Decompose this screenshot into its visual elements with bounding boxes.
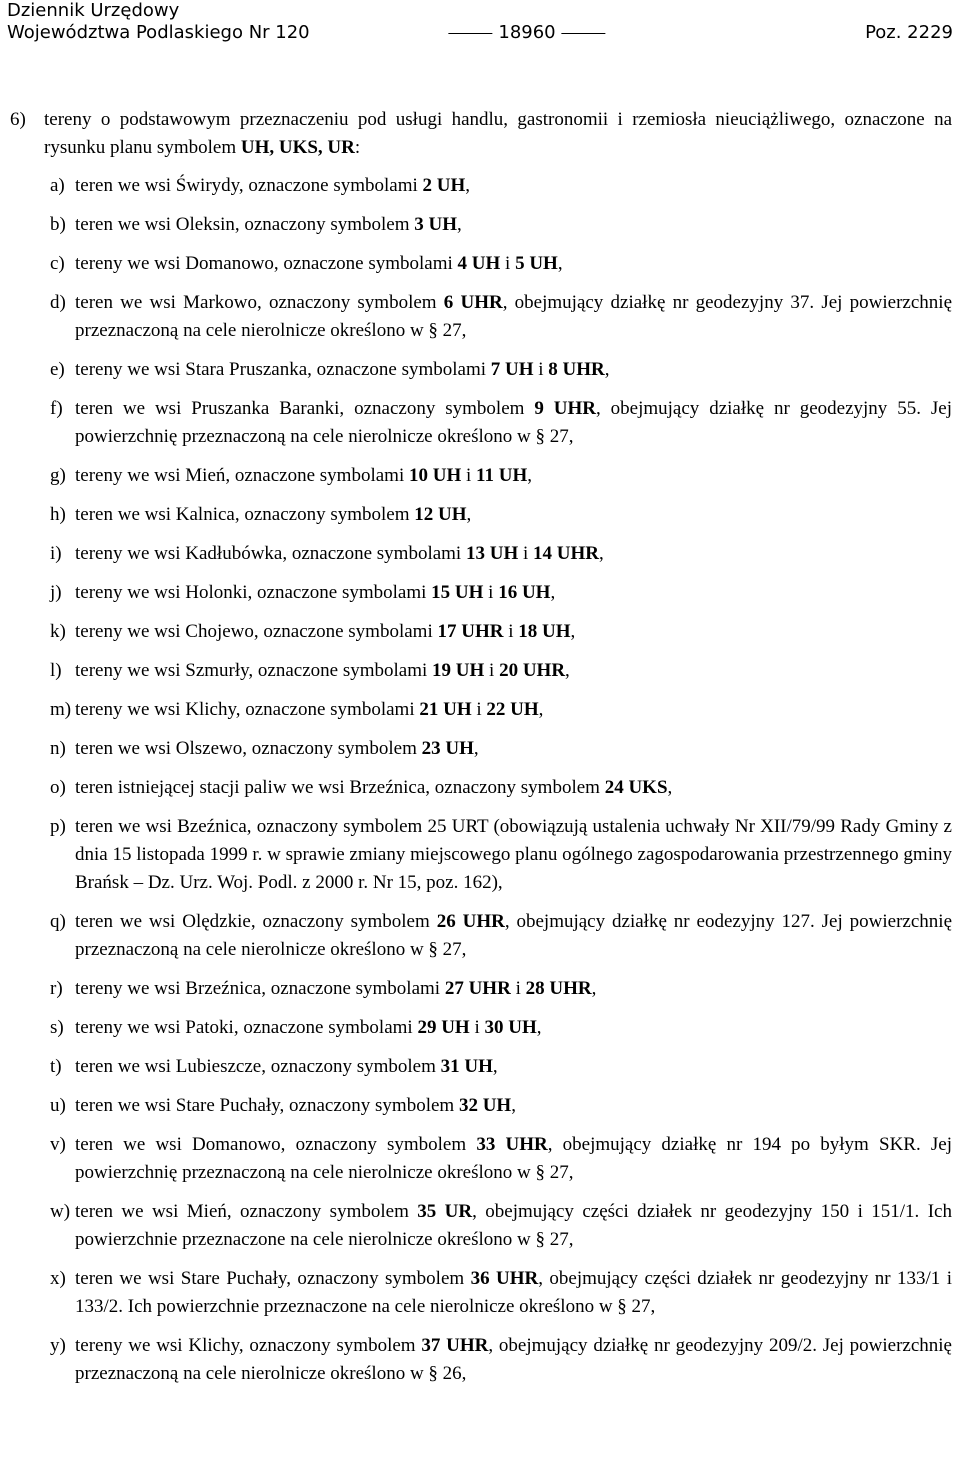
list-item	[0, 356, 960, 384]
symbol-text: 29 UH	[417, 1017, 470, 1038]
item-text: teren we wsi Pruszanka Baranki, oznaczony symbolem	[75, 398, 535, 419]
symbol-text: 6 UHR	[443, 292, 503, 313]
list-item	[0, 618, 960, 646]
item-text: , obejmujący części działek nr geodezyjny nr 133/1 i 133/2. Ich powierzchnie przeznaczone na cele nierolnicze określono w § 27,	[75, 1268, 952, 1317]
symbol-text: 7 UH	[490, 359, 534, 380]
symbol-text: 30 UH	[484, 1017, 537, 1038]
list-item	[0, 172, 960, 200]
item-text: ,	[550, 582, 556, 603]
section-intro	[0, 106, 960, 162]
symbol-text: 22 UH	[486, 699, 539, 720]
list-item-label: e)	[50, 359, 65, 380]
item-text: i	[469, 1017, 485, 1038]
section-label: 6)	[10, 109, 26, 130]
item-text: ,	[565, 660, 570, 681]
symbol-text: 18 UH	[518, 621, 571, 642]
item-text: ,	[591, 978, 597, 999]
item-text: tereny we wsi Domanowo, oznaczone symbolami	[75, 253, 458, 274]
dash-left	[448, 33, 492, 34]
symbol-text: 8 UHR	[548, 359, 605, 380]
symbol-text: 4 UH	[457, 253, 501, 274]
item-text: i	[533, 359, 549, 380]
list-item	[0, 1131, 960, 1187]
item-text: i	[503, 621, 519, 642]
item-text: teren we wsi Lubieszcze, oznaczony symbolem	[75, 1056, 441, 1077]
page-number-text: 18960	[498, 22, 556, 43]
list-item	[0, 696, 960, 724]
item-text: ,	[570, 621, 576, 642]
symbol-text: 27 UHR	[444, 978, 511, 999]
item-text: ,	[473, 738, 479, 759]
list-item-label: w)	[50, 1201, 71, 1222]
list-item-label: g)	[50, 465, 66, 486]
item-text: i	[471, 699, 487, 720]
list-item	[0, 1198, 960, 1254]
item-text: teren we wsi Bzeźnica, oznaczony symbolem 25 URT (obowiązują ustalenia uchwały Nr XII/79/99 Rady Gminy z dnia 15 listopada 1999 r. w sprawie zmiany miejscowego planu ogólnego zagospodarowania przestrzennego gminy Brańsk – Dz. Urz. Woj. Podl. z 2000 r. Nr 15, poz. 162),	[75, 816, 952, 893]
item-list	[0, 172, 960, 1388]
item-text: teren we wsi Mień, oznaczony symbolem	[75, 1201, 418, 1222]
list-item-label: p)	[50, 816, 66, 837]
item-text: tereny we wsi Holonki, oznaczone symbolami	[75, 582, 432, 603]
item-text: , obejmujący działkę nr eodezyjny 127. Jej powierzchnię przeznaczoną na cele nierolnicze określono w § 27,	[75, 911, 953, 960]
symbol-text: 14 UHR	[533, 543, 599, 564]
item-text: ,	[492, 1056, 498, 1077]
item-text: , obejmujący części działek nr geodezyjny 150 i 151/1. Ich powierzchnie przeznaczone na cele nierolnicze określono w § 27,	[75, 1201, 952, 1250]
list-item	[0, 1092, 960, 1120]
dash-right	[562, 33, 606, 34]
item-text: teren we wsi Olędzkie, oznaczony symbolem	[75, 911, 437, 932]
list-item	[0, 289, 960, 345]
symbol-text: 35 UR	[417, 1201, 473, 1222]
list-item-label: u)	[50, 1095, 66, 1116]
symbol-text: 17 UHR	[437, 621, 504, 642]
list-item-label: c)	[50, 253, 65, 274]
item-text: i	[518, 543, 533, 564]
journal-title: Dziennik Urzędowy	[7, 0, 180, 21]
list-item	[0, 813, 960, 897]
list-item	[0, 1014, 960, 1042]
list-item	[0, 1265, 960, 1321]
item-text: tereny we wsi Mień, oznaczone symbolami	[75, 465, 409, 486]
item-text: , obejmujący działkę nr geodezyjny 37. Jej powierzchnię przeznaczoną na cele nierolnicze określono w § 27,	[75, 292, 952, 341]
symbol-text: 19 UH	[432, 660, 485, 681]
symbol-text: 11 UH	[476, 465, 528, 486]
item-text: teren we wsi Oleksin, oznaczony symbolem	[75, 214, 415, 235]
list-item-label: f)	[50, 398, 63, 419]
intro-text: tereny o podstawowym przeznaczeniu pod usługi handlu, gastronomii i rzemiosła nieuciążliwego, oznaczone na rysunku planu symbolem	[44, 109, 952, 158]
symbol-text: 28 UHR	[525, 978, 592, 999]
item-text: ,	[538, 699, 544, 720]
list-item-label: y)	[50, 1335, 66, 1356]
item-text: teren we wsi Markowo, oznaczony symbolem	[75, 292, 444, 313]
symbol-text: 12 UH	[414, 504, 467, 525]
symbol-text: 24 UKS	[604, 777, 668, 798]
journal-subtitle: Województwa Podlaskiego Nr 120	[7, 22, 310, 43]
symbol-text: 32 UH	[458, 1095, 512, 1116]
list-item	[0, 657, 960, 685]
item-text: teren we wsi Kalnica, oznaczony symbolem	[75, 504, 415, 525]
item-text: tereny we wsi Brzeźnica, oznaczone symbolami	[75, 978, 445, 999]
item-text: i	[484, 660, 500, 681]
item-text: i	[461, 465, 477, 486]
symbol-text: 21 UH	[419, 699, 472, 720]
item-text: , obejmujący działkę nr 194 po byłym SKR. Jej powierzchnię przeznaczoną na cele nierolnicze określono w § 27,	[75, 1134, 952, 1183]
item-text: tereny we wsi Stara Pruszanka, oznaczone symbolami	[75, 359, 491, 380]
symbol-text: 13 UH	[465, 543, 519, 564]
symbol-text: 15 UH	[431, 582, 484, 603]
document-body	[0, 106, 960, 1399]
item-text: tereny we wsi Klichy, oznaczone symbolami	[75, 699, 420, 720]
list-item	[0, 250, 960, 278]
item-text: i	[510, 978, 526, 999]
list-item	[0, 211, 960, 239]
list-item-label: v)	[50, 1134, 66, 1155]
symbol-text: 16 UH	[498, 582, 551, 603]
list-item	[0, 908, 960, 964]
list-item	[0, 540, 960, 568]
item-text: teren istniejącej stacji paliw we wsi Brzeźnica, oznaczony symbolem	[75, 777, 605, 798]
item-text: tereny we wsi Chojewo, oznaczone symbolami	[75, 621, 438, 642]
item-text: ,	[536, 1017, 542, 1038]
list-item	[0, 462, 960, 490]
item-text: teren we wsi Stare Puchały, oznaczony symbolem	[75, 1268, 471, 1289]
symbol-text: 9 UHR	[534, 398, 596, 419]
item-text: teren we wsi Świrydy, oznaczone symbolami	[75, 175, 423, 196]
item-text: ,	[457, 214, 462, 235]
item-text: tereny we wsi Szmurły, oznaczone symbolami	[75, 660, 433, 681]
symbol-text: 10 UH	[408, 465, 462, 486]
list-item	[0, 975, 960, 1003]
list-item-label: i)	[50, 543, 62, 564]
position-number: Poz. 2229	[865, 22, 953, 43]
list-item-label: l)	[50, 660, 62, 681]
list-item-label: m)	[50, 699, 72, 720]
item-text: teren we wsi Stare Puchały, oznaczony symbolem	[75, 1095, 459, 1116]
item-text: ,	[604, 359, 610, 380]
list-item	[0, 774, 960, 802]
list-item	[0, 395, 960, 451]
item-text: i	[500, 253, 516, 274]
list-item	[0, 579, 960, 607]
item-text: teren we wsi Olszewo, oznaczony symbolem	[75, 738, 422, 759]
list-item-label: j)	[50, 582, 62, 603]
page-header	[7, 0, 953, 50]
item-text: ,	[667, 777, 673, 798]
symbol-text: 3 UH	[414, 214, 458, 235]
list-item	[0, 501, 960, 529]
list-item-label: a)	[50, 175, 65, 196]
list-item-label: r)	[50, 978, 63, 999]
item-text: ,	[466, 504, 472, 525]
list-item	[0, 1053, 960, 1081]
symbol-text: 36 UHR	[470, 1268, 539, 1289]
item-text: ,	[465, 175, 471, 196]
item-text: , obejmujący działkę nr geodezyjny 209/2. Jej powierzchnię przeznaczoną na cele nierolnicze określono w § 26,	[75, 1335, 952, 1384]
list-item	[0, 735, 960, 763]
intro-symbols: UH, UKS, UR	[240, 137, 355, 158]
list-item-label: q)	[50, 911, 66, 932]
item-text: ,	[598, 543, 604, 564]
list-item-label: h)	[50, 504, 66, 525]
list-item-label: k)	[50, 621, 66, 642]
symbol-text: 23 UH	[421, 738, 474, 759]
item-text: teren we wsi Domanowo, oznaczony symbolem	[75, 1134, 477, 1155]
item-text: ,	[527, 465, 532, 486]
symbol-text: 26 UHR	[436, 911, 505, 932]
item-text: , obejmujący działkę nr geodezyjny 55. Jej powierzchnię przeznaczoną na cele nierolnicze określono w § 27,	[75, 398, 952, 447]
item-text: ,	[557, 253, 563, 274]
list-item	[0, 1332, 960, 1388]
list-item-label: d)	[50, 292, 66, 313]
symbol-text: 31 UH	[440, 1056, 493, 1077]
item-text: tereny we wsi Kadłubówka, oznaczone symbolami	[75, 543, 466, 564]
item-text: tereny we wsi Patoki, oznaczone symbolami	[75, 1017, 418, 1038]
list-item-label: t)	[50, 1056, 62, 1077]
list-item-label: o)	[50, 777, 66, 798]
symbol-text: 5 UH	[515, 253, 558, 274]
list-item-label: s)	[50, 1017, 64, 1038]
symbol-text: 33 UHR	[476, 1134, 548, 1155]
intro-colon: :	[354, 137, 361, 158]
list-item-label: x)	[50, 1268, 66, 1289]
list-item-label: b)	[50, 214, 66, 235]
list-item-label: n)	[50, 738, 66, 759]
symbol-text: 37 UHR	[421, 1335, 489, 1356]
item-text: i	[483, 582, 499, 603]
item-text: ,	[511, 1095, 516, 1116]
symbol-text: 2 UH	[422, 175, 466, 196]
symbol-text: 20 UHR	[499, 660, 566, 681]
item-text: tereny we wsi Klichy, oznaczony symbolem	[75, 1335, 422, 1356]
page-number	[442, 22, 611, 44]
